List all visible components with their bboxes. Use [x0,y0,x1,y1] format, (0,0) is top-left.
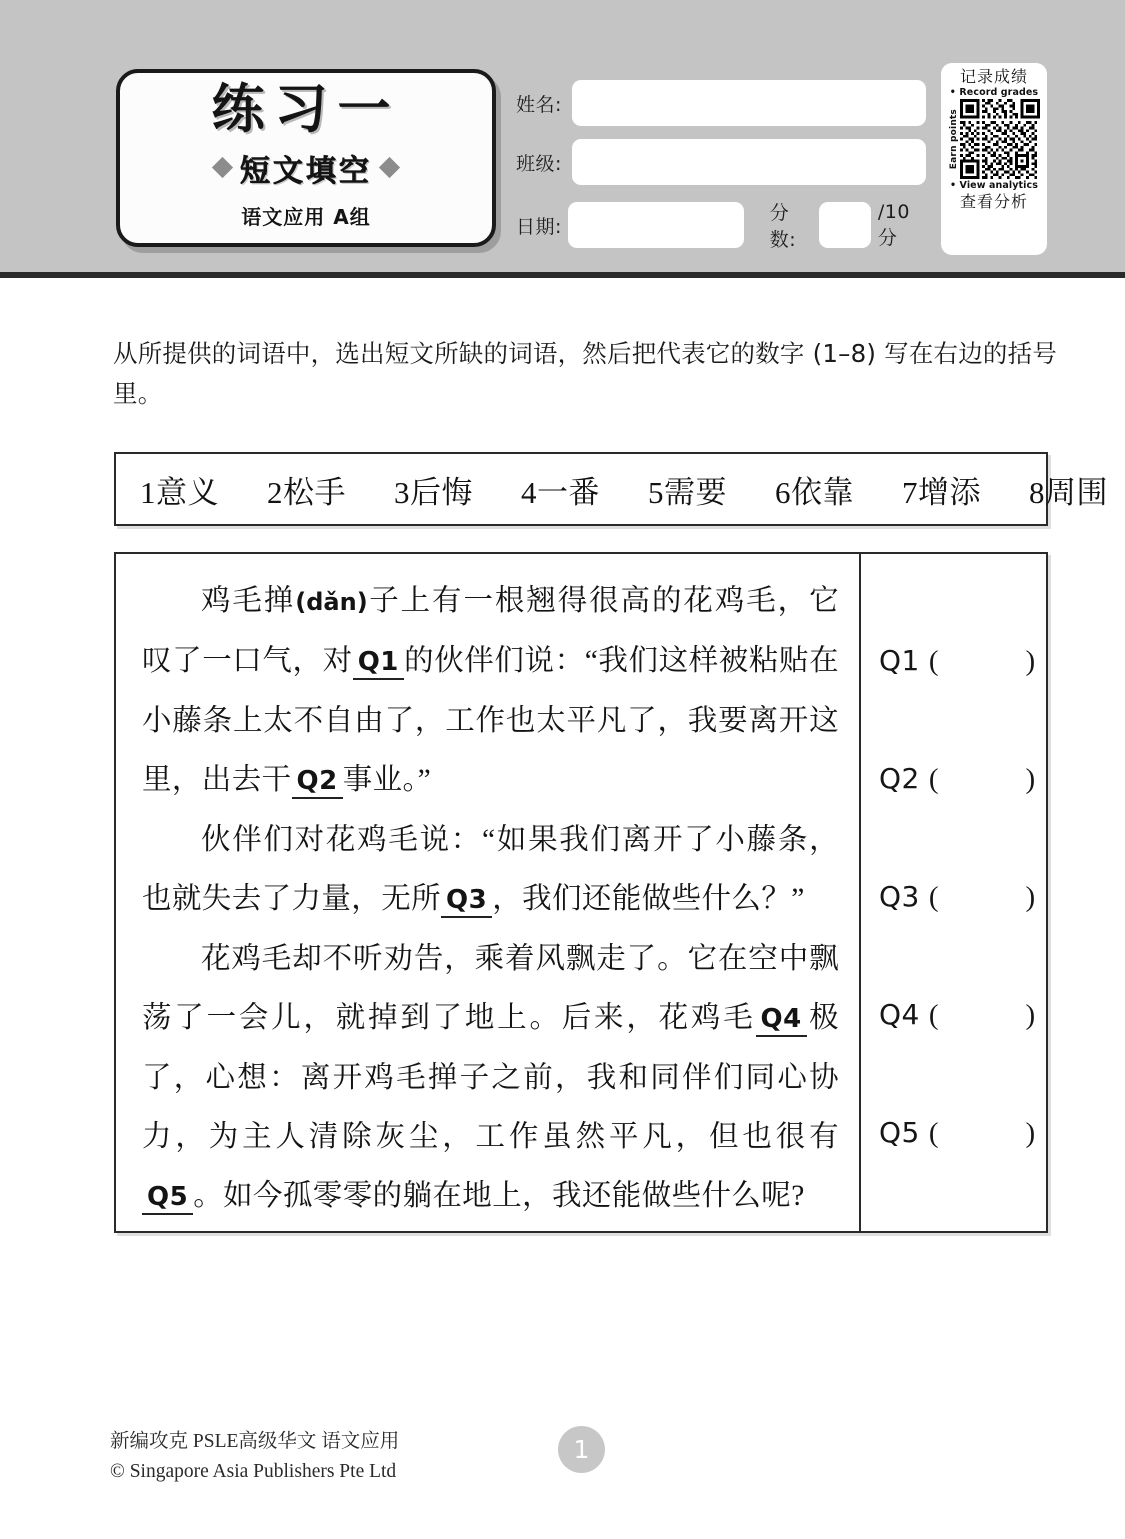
class-label: 班级: [516,152,562,175]
qr-code-row [949,99,1040,179]
date-field[interactable] [568,202,743,248]
passage-paragraph-3 [142,930,839,1227]
word-bank-item[interactable]: 4一番 [521,474,600,510]
passage-p1-seg-b: 子上有一根翘得很高的花鸡毛，它叹了一口气，对 [142,585,839,677]
word-bank-item[interactable]: 1意义 [140,474,219,510]
score-label: 分数: [769,202,797,251]
answer-row-q4 [879,998,1035,1032]
answer-paren-open-q5: ( [928,1117,939,1149]
date-label: 日期: [516,215,562,238]
worksheet-category-tag: 语文应用 A组 [241,204,371,229]
answer-paren-close-q5: ) [1025,1117,1036,1149]
answer-blank-q1[interactable]: Q1 [353,647,404,680]
answer-paren-open-q4: ( [928,999,939,1031]
passage-p2-seg-b: ，我们还能做些什么？” [492,883,805,915]
class-row [516,139,926,185]
answer-blank-q5[interactable]: Q5 [142,1182,193,1215]
word-bank-item[interactable]: 8周围 [1029,474,1108,510]
word-bank-item[interactable]: 3后悔 [394,474,473,510]
student-info-form [516,76,926,251]
page-title: 练习一 [211,79,401,141]
name-label: 姓名: [516,93,562,116]
name-field[interactable] [572,80,926,126]
score-field[interactable] [819,202,871,248]
qr-code-icon[interactable] [960,99,1040,179]
footer-book-title: 新编攻克 PSLE高级华文 语文应用 [110,1431,400,1452]
answer-row-q2 [879,762,1035,796]
passage-p1-pinyin: (dǎn) [295,588,368,616]
answer-blank-q4[interactable]: Q4 [756,1004,807,1037]
page-number-badge: 1 [558,1426,605,1473]
qr-caption-view-analytics: • View analytics [949,180,1039,192]
qr-record-grades-card[interactable] [941,63,1047,255]
answer-label-q1: Q1 [879,644,920,677]
answer-blank-q3[interactable]: Q3 [441,885,492,918]
class-field[interactable] [572,139,926,185]
passage-p1-seg-a: 鸡毛掸 [201,585,296,617]
diamond-left-icon [212,157,233,178]
answer-row-q5 [879,1116,1035,1150]
passage-p3-seg-b: 极了，心想：离开鸡毛掸子之前，我和同伴们同心协力，为主人清除灰尘，工作虽然平凡，但也很有 [142,1002,839,1153]
passage-column [116,554,861,1231]
instruction-text: 从所提供的词语中，选出短文所缺的词语，然后把代表它的数字 (1–8) 写在右边的括号里。 [113,339,1058,408]
passage-p3-seg-a: 花鸡毛却不听劝告，乘着风飘走了。它在空中飘荡了一会儿，就掉到了地上。后来，花鸡毛 [142,943,839,1034]
qr-footer-label: 查看分析 [959,191,1028,211]
qr-title: 记录成绩 [959,67,1028,86]
passage-p2-seg-a: 伙伴们对花鸡毛说：“如果我们离开了小藤条，也就失去了力量，无所 [142,824,839,915]
answer-paren-close-q3: ) [1025,881,1036,913]
answer-paren-open-q1: ( [928,645,939,677]
passage-answer-box [114,552,1048,1233]
score-total-suffix: /10分 [877,200,910,249]
answer-label-q2: Q2 [879,762,920,795]
word-bank-box [114,452,1108,526]
date-score-row [516,198,926,252]
answer-label-q5: Q5 [879,1116,920,1149]
answer-paren-open-q3: ( [928,881,939,913]
qr-caption-record-grades: • Record grades [949,86,1039,98]
diamond-right-icon [379,157,400,178]
answer-paren-close-q2: ) [1025,763,1036,795]
word-bank-item[interactable]: 2松手 [267,474,346,510]
answer-row-q1 [879,644,1035,678]
word-bank-item[interactable]: 5需要 [648,474,727,510]
name-row [516,80,926,126]
header-divider-rule [0,272,1125,278]
answer-paren-open-q2: ( [928,763,939,795]
passage-p3-seg-c: 。如今孤零零的躺在地上，我还能做些什么呢? [193,1180,805,1212]
answer-paren-close-q1: ) [1025,645,1036,677]
footer [110,1427,399,1487]
footer-copyright: © Singapore Asia Publishers Pte Ltd [110,1461,397,1483]
worksheet-subtitle: 短文填空 [240,153,372,189]
passage-paragraph-2 [142,811,839,930]
answer-label-q3: Q3 [879,880,920,913]
word-bank-item[interactable]: 6依靠 [775,474,854,510]
answer-label-q4: Q4 [879,998,920,1031]
passage-paragraph-1 [142,572,839,811]
title-subtitle-row [215,146,397,190]
qr-side-label-earn-points: Earn points [948,109,959,170]
answer-blank-q2[interactable]: Q2 [292,766,343,799]
word-bank-list [116,467,1108,512]
passage-p1-seg-d: 事业。” [342,764,432,796]
passage-p1-seg-c: 的伙伴们说：“我们这样被粘贴在小藤条上太不自由了，工作也太平凡了，我要离开这里，出去干 [142,645,839,796]
worksheet-title-card [116,69,496,247]
answer-column [861,554,1046,1231]
word-bank-item[interactable]: 7增添 [902,474,981,510]
answer-paren-close-q4: ) [1025,999,1036,1031]
answer-row-q3 [879,880,1035,914]
